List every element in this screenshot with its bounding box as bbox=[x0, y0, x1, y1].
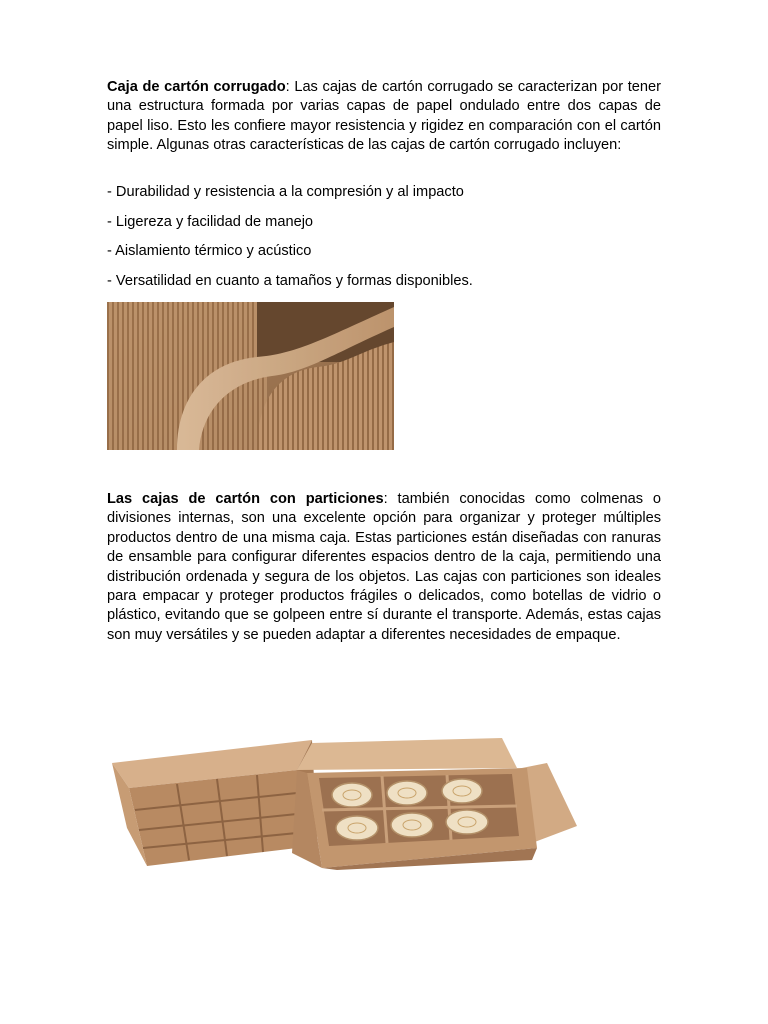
heading-partitions: Las cajas de cartón con particiones bbox=[107, 491, 384, 507]
paragraph-corrugated-text: : Las cajas de cartón corrugado se caracterizan por tener una estructura formada por varias capas de papel ondulado entre dos capas de papel liso. Esto les confiere mayor resistencia y rigidez en comparación con el cartón simple. Algunas otras características de las cajas de cartón corrugado incluyen: bbox=[107, 79, 661, 154]
bullet-insulation: - Aislamiento térmico y acústico bbox=[107, 243, 312, 259]
bullet-lightness: - Ligereza y facilidad de manejo bbox=[107, 214, 314, 230]
corrugated-cardboard-photo bbox=[107, 302, 394, 450]
heading-corrugated: Caja de cartón corrugado bbox=[107, 79, 286, 95]
bullet-versatility: - Versatilidad en cuanto a tamaños y formas disponibles. bbox=[107, 273, 473, 289]
paragraph-partitions-text: : también conocidas como colmenas o divisiones internas, son una excelente opción para organizar y proteger múltiples productos dentro de una misma caja. Estas particiones están diseñadas con ranuras de ensamble para configurar diferentes espacios dentro de la caja, permitiendo una distribución ordenada y segura de los objetos. Las cajas con particiones son ideales para empacar y proteger productos frágiles o delicados, como botellas de vidrio o plástico, evitando que se golpeen entre sí durante el transporte. Además, estas cajas son muy versátiles y se pueden adaptar a diferentes necesidades de empaque. bbox=[107, 491, 661, 643]
partition-boxes-photo bbox=[107, 718, 581, 870]
paragraph-corrugated bbox=[107, 78, 661, 156]
bullet-durability: - Durabilidad y resistencia a la compresión y al impacto bbox=[107, 184, 464, 200]
paragraph-partitions bbox=[107, 490, 661, 645]
